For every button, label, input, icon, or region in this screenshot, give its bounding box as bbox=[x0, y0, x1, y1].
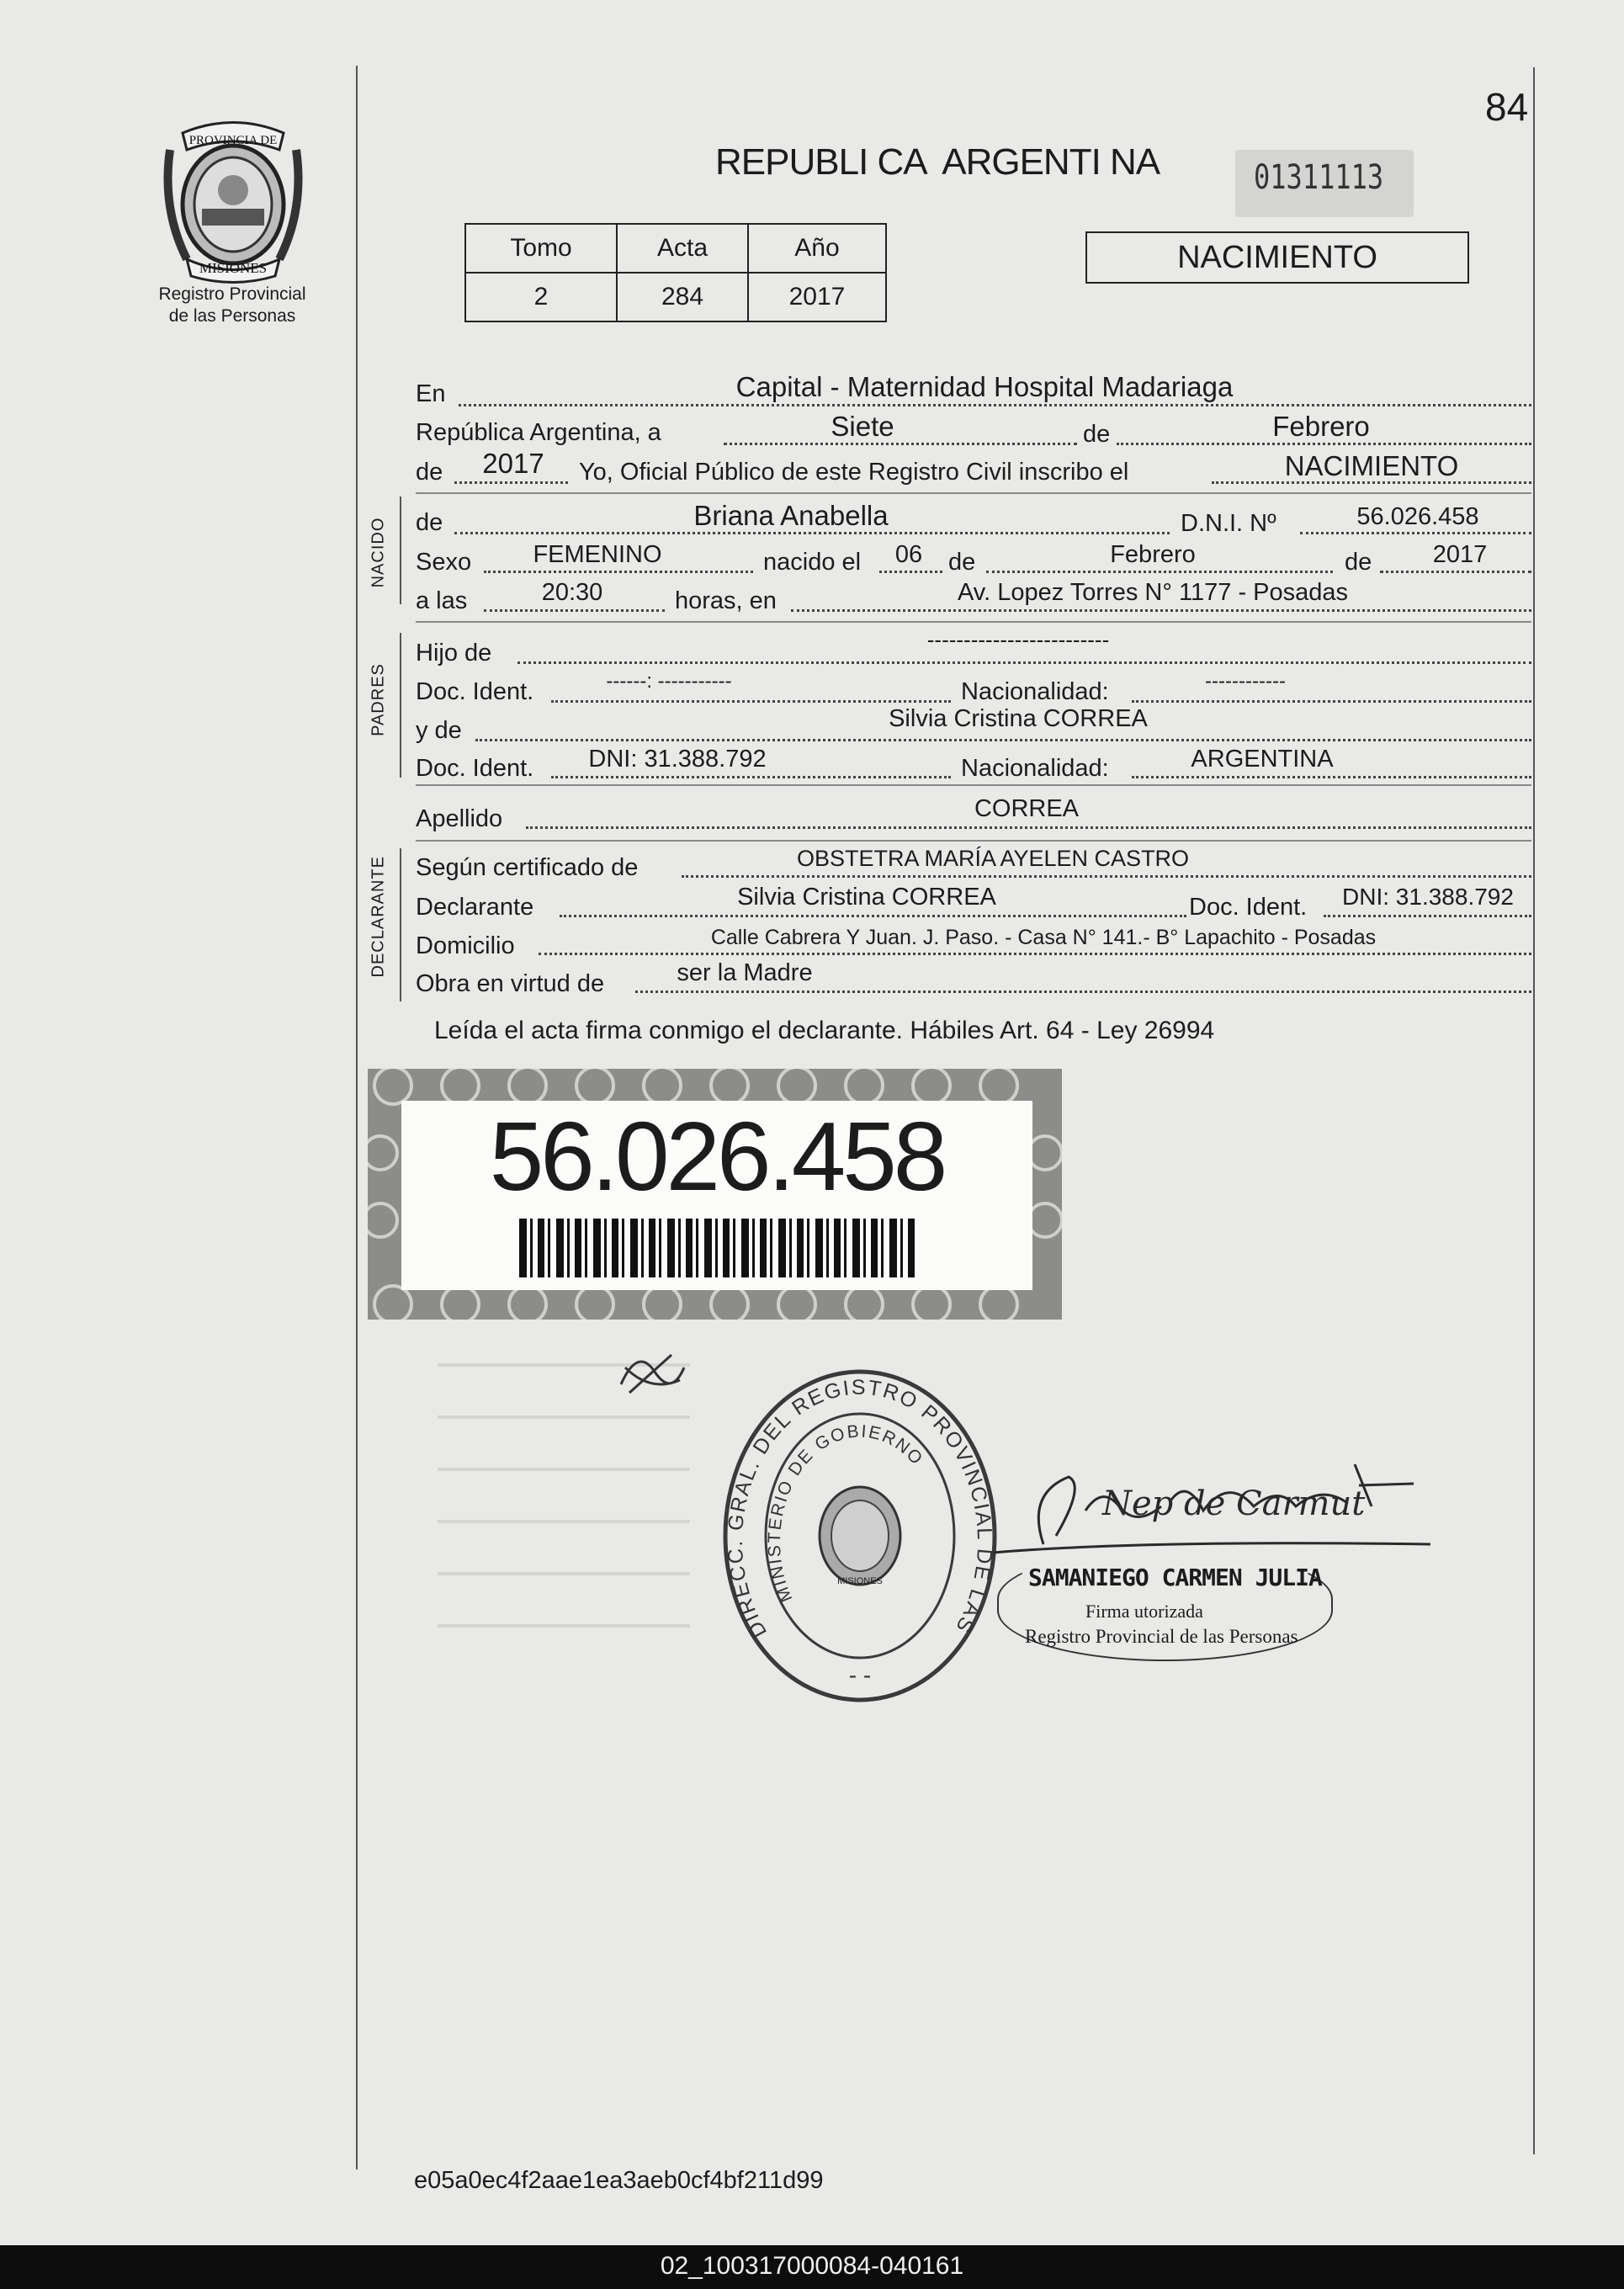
footer-bar bbox=[0, 2245, 1624, 2289]
child-dni: 56.026.458 bbox=[1356, 503, 1479, 530]
child-sex: FEMENINO bbox=[533, 541, 662, 568]
de-label-1: de bbox=[1083, 421, 1111, 448]
declarante-bracket bbox=[400, 848, 401, 1001]
name-dots bbox=[454, 532, 1170, 534]
nacido-el-label: nacido el bbox=[763, 549, 862, 576]
mother-nationality: ARGENTINA bbox=[1191, 746, 1334, 773]
page-number: 84 bbox=[1485, 85, 1529, 129]
padres-bottom-rule bbox=[416, 784, 1531, 786]
svg-text:- -: - - bbox=[848, 1662, 872, 1688]
year-dots bbox=[454, 481, 568, 484]
doc2-label: Doc. Ident. bbox=[416, 755, 534, 782]
footer-code: 02_100317000084-040161 bbox=[660, 2252, 964, 2280]
birth-place-institution: Capital - Maternidad Hospital Madariaga bbox=[735, 371, 1234, 402]
signature-text: Nep de Carmut bbox=[1102, 1484, 1366, 1523]
declarante-dots bbox=[560, 915, 1186, 917]
doc1-label: Doc. Ident. bbox=[416, 678, 534, 705]
initials-mark bbox=[613, 1342, 688, 1405]
birth-address: Av. Lopez Torres N° 1177 - Posadas bbox=[957, 579, 1349, 606]
father-nationality: ------------ bbox=[1205, 670, 1286, 693]
hijo-de-label: Hijo de bbox=[416, 640, 492, 667]
stamp-seal-text: MISIONES bbox=[837, 1576, 883, 1586]
doc2-dots bbox=[551, 776, 951, 778]
de-label-2: de bbox=[416, 459, 443, 486]
declarante-doc-label: Doc. Ident. bbox=[1189, 894, 1308, 921]
obra-label: Obra en virtud de bbox=[416, 970, 605, 997]
barcode-label-area bbox=[401, 1101, 1032, 1290]
birth-month: Febrero bbox=[1110, 541, 1196, 568]
authorized-signature-label: Firma utorizada bbox=[1085, 1601, 1203, 1622]
day-in-words: Siete bbox=[831, 411, 894, 442]
mother-doc: DNI: 31.388.792 bbox=[588, 746, 767, 773]
padres-bracket bbox=[400, 633, 401, 778]
nacido-section-label: NACIDO bbox=[369, 517, 388, 588]
birth-year: 2017 bbox=[1432, 541, 1488, 568]
surname: CORREA bbox=[974, 795, 1080, 822]
domicilio-label: Domicilio bbox=[416, 932, 515, 959]
apellido-label: Apellido bbox=[416, 805, 503, 832]
barcode-sticker bbox=[368, 1069, 1062, 1320]
birth-time: 20:30 bbox=[541, 579, 603, 606]
en-label: En bbox=[416, 380, 446, 407]
closing-statement: Leída el acta firma conmigo el declarante. Hábiles Art. 64 - Ley 26994 bbox=[434, 1017, 1215, 1044]
document-hash: e05a0ec4f2aae1ea3aeb0cf4bf211d99 bbox=[414, 2167, 824, 2194]
declarante-section-label: DECLARANTE bbox=[369, 856, 388, 978]
doc1-dots bbox=[551, 700, 951, 703]
declarante-label: Declarante bbox=[416, 894, 534, 921]
declarant-doc: DNI: 31.388.792 bbox=[1342, 884, 1514, 910]
declarante-doc-dots bbox=[1324, 915, 1531, 917]
birth-year-dots bbox=[1380, 571, 1531, 573]
province-logo bbox=[153, 116, 313, 284]
acting-as: ser la Madre bbox=[677, 959, 813, 986]
table-header-acta: Acta bbox=[617, 224, 748, 273]
table-header-anio: Año bbox=[748, 224, 886, 273]
act-type-label: NACIMIENTO bbox=[1177, 240, 1377, 275]
barcode-number: 56.026.458 bbox=[489, 1102, 945, 1211]
father-doc: ------: ----------- bbox=[606, 670, 732, 693]
birth-day-dots bbox=[879, 571, 942, 573]
apellido-dots bbox=[526, 826, 1531, 829]
apellido-bottom-rule bbox=[416, 840, 1531, 842]
left-margin-line bbox=[356, 66, 358, 2170]
barcode-bars bbox=[519, 1219, 915, 1277]
child-name: Briana Anabella bbox=[693, 500, 889, 531]
registry-name-line1: Registro Provincial bbox=[158, 284, 306, 304]
birth-day: 06 bbox=[894, 541, 923, 568]
registry-name-line2: de las Personas bbox=[168, 306, 296, 326]
republica-label: República Argentina, a bbox=[416, 419, 661, 446]
right-margin-line bbox=[1533, 67, 1535, 2154]
month-dots bbox=[1117, 443, 1531, 445]
day-dots bbox=[724, 443, 1077, 445]
nacido-de-label: de bbox=[416, 509, 443, 536]
declarant-name: Silvia Cristina CORREA bbox=[737, 884, 996, 911]
signatory-name: SAMANIEGO CARMEN JULIA bbox=[1028, 1564, 1322, 1591]
stamp-inner-text: MINISTERIO DE GOBIERNO bbox=[764, 1421, 927, 1606]
nacido-top-rule bbox=[416, 492, 1531, 494]
cert-dots bbox=[682, 875, 1531, 878]
table-value-tomo: 2 bbox=[465, 273, 617, 321]
dni-dots bbox=[1300, 532, 1531, 534]
nac1-dots bbox=[1132, 700, 1531, 703]
sexo-label: Sexo bbox=[416, 549, 472, 576]
cert-label: Según certificado de bbox=[416, 854, 639, 881]
month-intro: Febrero bbox=[1272, 411, 1370, 442]
declarant-address: Calle Cabrera Y Juan. J. Paso. - Casa N° 141.- B° Lapachito - Posadas bbox=[710, 926, 1377, 949]
padres-section-label: PADRES bbox=[369, 663, 388, 736]
official-stamp bbox=[717, 1363, 1003, 1713]
table-value-acta: 284 bbox=[617, 273, 748, 321]
year-intro: 2017 bbox=[482, 448, 544, 479]
birth-month-dots bbox=[986, 571, 1333, 573]
table-value-anio: 2017 bbox=[748, 273, 886, 321]
country-title: REPUBLI CA ARGENTI NA bbox=[715, 141, 1160, 183]
father-dots bbox=[517, 661, 1531, 664]
time-dots bbox=[484, 609, 665, 612]
horas-en-label: horas, en bbox=[675, 587, 777, 614]
table-header-tomo: Tomo bbox=[465, 224, 617, 273]
y-de-label: y de bbox=[416, 717, 462, 744]
authorized-registry-label: Registro Provincial de las Personas bbox=[1025, 1626, 1298, 1647]
serial-text: 01311113 bbox=[1254, 158, 1384, 197]
nacido-de-label-3: de bbox=[1345, 549, 1372, 576]
certifier: OBSTETRA MARÍA AYELEN CASTRO bbox=[796, 846, 1190, 871]
father-name: ------------------------- bbox=[926, 627, 1110, 652]
nac2-label: Nacionalidad: bbox=[961, 755, 1109, 782]
nacido-de-label-2: de bbox=[948, 549, 976, 576]
birth-address-dots bbox=[791, 609, 1531, 612]
padres-top-rule bbox=[416, 621, 1531, 623]
serial-number bbox=[1235, 150, 1414, 217]
stamp-ring-text: DIRECC. GRAL. DEL REGISTRO PROVINCIAL DE LAS bbox=[723, 1375, 997, 1642]
nac1-label: Nacionalidad: bbox=[961, 678, 1109, 705]
mother-dots bbox=[475, 739, 1531, 741]
inscribed-act: NACIMIENTO bbox=[1284, 450, 1459, 481]
domicilio-dots bbox=[539, 953, 1531, 955]
act-type-box bbox=[1085, 231, 1469, 284]
sexo-dots bbox=[484, 571, 753, 573]
obra-dots bbox=[635, 990, 1531, 993]
official-text: Yo, Oficial Público de este Registro Civil inscribo el bbox=[579, 459, 1129, 486]
svg-text:MISIONES: MISIONES bbox=[199, 260, 268, 276]
svg-text:PROVINCIA DE: PROVINCIA DE bbox=[188, 134, 278, 147]
nac2-dots bbox=[1132, 776, 1531, 778]
en-dots bbox=[459, 404, 1531, 406]
register-table bbox=[464, 223, 887, 322]
dni-label: D.N.I. Nº bbox=[1181, 510, 1276, 537]
nacido-bracket bbox=[400, 497, 401, 604]
a-las-label: a las bbox=[416, 587, 468, 614]
mother-name: Silvia Cristina CORREA bbox=[889, 705, 1148, 732]
